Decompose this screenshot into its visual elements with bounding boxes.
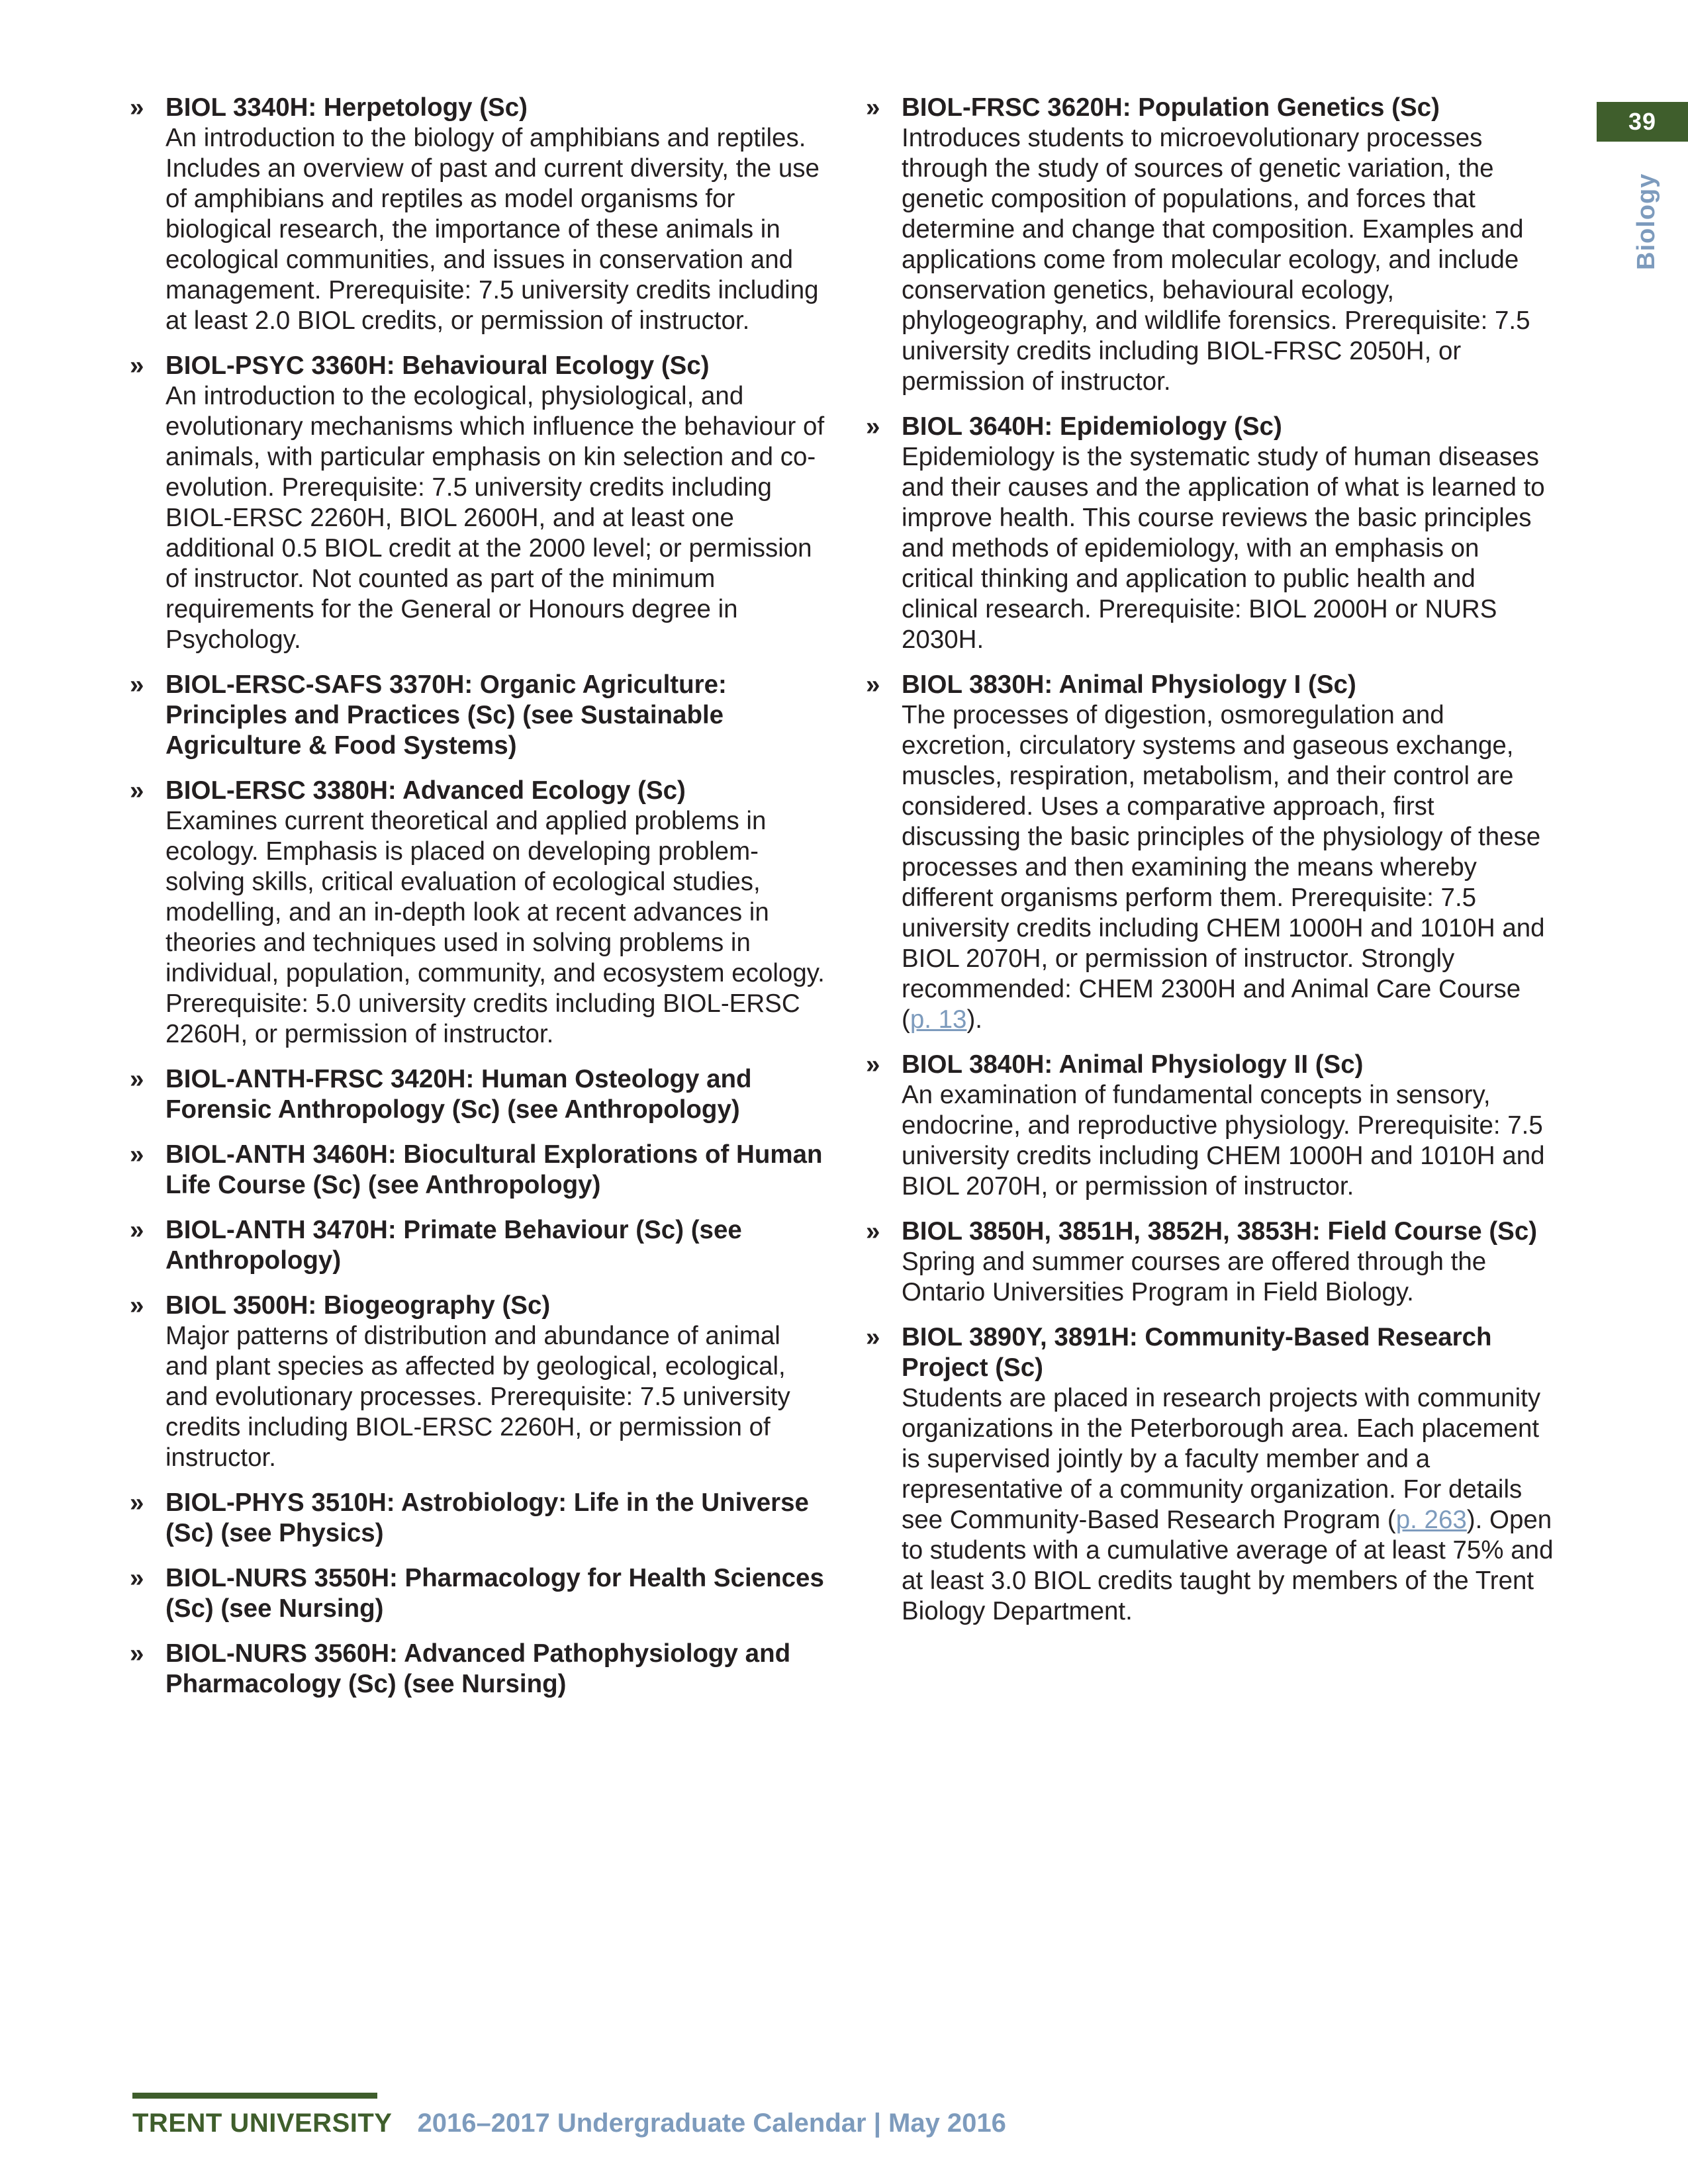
course-description: Examines current theoretical and applied problems in ecology. Emphasis is placed on developing problem-solving skills, critical evaluation of ecological studies, modelling, and an in-depth look at recent advances in theories and techniques used in solving problems in individual, population, community, and ecosystem ecology. Prerequisite: 5.0 university credits including BIOL-ERSC 2260H, or permission of instructor. — [165, 807, 825, 1048]
course-entry — [130, 776, 826, 1050]
bullet-icon: » — [130, 1140, 144, 1169]
bullet-icon: » — [866, 412, 880, 441]
description-text: Students are placed in research projects with community organizations in the Peterborough area. Each placement is supervised jointly by a faculty member and a representative of a community organization. For details see Community-Based Research Program ( — [902, 1384, 1541, 1534]
description-text-end: ). Open to students with a cumulative average of at least 75% and at least 3.0 BIOL credits taught by members of the Trent Biology Department. — [902, 1506, 1554, 1625]
course-entry — [130, 1639, 826, 1700]
course-title: BIOL-ERSC-SAFS 3370H: Organic Agriculture: Principles and Practices (Sc) (see Sustainable Agriculture & Food Systems) — [165, 670, 727, 760]
course-entry — [130, 1291, 826, 1473]
course-title: BIOL-NURS 3550H: Pharmacology for Health Sciences (Sc) (see Nursing) — [165, 1564, 824, 1623]
course-title: BIOL-ANTH-FRSC 3420H: Human Osteology and Forensic Anthropology (Sc) (see Anthropology) — [165, 1065, 752, 1124]
page-number: 39 — [1628, 108, 1657, 135]
course-description: Introduces students to microevolutionary processes through the study of sources of genetic variation, the genetic composition of populations, and forces that determine and change that composition. Examples and applications come from molecular ecology, and include conservation genetics, behavioural ecology, phylogeography, and wildlife forensics. Prerequisite: 7.5 university credits including BIOL-FRSC 2050H, or permission of instructor. — [902, 124, 1530, 396]
course-description: Major patterns of distribution and abundance of animal and plant species as affected by geological, ecological, and evolutionary processes. Prerequisite: 7.5 university credits including BIOL-ERSC 2260H, or permission of instructor. — [165, 1322, 790, 1472]
course-title: BIOL-ANTH 3470H: Primate Behaviour (Sc) (see Anthropology) — [165, 1216, 742, 1275]
bullet-icon: » — [130, 670, 144, 699]
course-description: Epidemiology is the systematic study of human diseases and their causes and the application of what is learned to improve health. This course reviews the basic principles and methods of epidemiology, with an emphasis on critical thinking and application to public health and clinical research. Prerequisite: BIOL 2000H or NURS 2030H. — [902, 443, 1545, 654]
course-description: An introduction to the biology of amphibians and reptiles. Includes an overview of past and current diversity, the use of amphibians and reptiles as model organisms for biological research, the importance of these animals in ecological communities, and issues in conservation and management. Prerequisite: 7.5 university credits including at least 2.0 BIOL credits, or permission of instructor. — [165, 124, 820, 335]
course-entry — [130, 1488, 826, 1549]
course-title: BIOL-NURS 3560H: Advanced Pathophysiology and Pharmacology (Sc) (see Nursing) — [165, 1639, 791, 1698]
bullet-icon: » — [866, 1217, 880, 1246]
course-entry — [866, 412, 1554, 655]
course-title: BIOL 3890Y, 3891H: Community-Based Research Project (Sc) — [902, 1323, 1492, 1382]
course-title: BIOL 3640H: Epidemiology (Sc) — [902, 412, 1282, 441]
footer-rule — [132, 2093, 377, 2099]
course-description — [902, 1383, 1554, 1627]
page-reference-link[interactable]: p. 13 — [910, 1005, 967, 1034]
course-title: BIOL-PSYC 3360H: Behavioural Ecology (Sc) — [165, 351, 710, 380]
footer — [132, 2109, 1006, 2138]
course-entry — [130, 351, 826, 655]
page-reference-link[interactable]: p. 263 — [1395, 1506, 1467, 1534]
course-description — [902, 700, 1554, 1035]
description-text: The processes of digestion, osmoregulation and excretion, circulatory systems and gaseous exchange, muscles, respiration, metabolism, and their control are considered. Uses a comparative approach, first discussing the basic principles of the physiology of these processes and then examining the means whereby different organisms perform them. Prerequisite: 7.5 university credits including CHEM 1000H and 1010H and BIOL 2070H, or permission of instructor. Strongly recommended: CHEM 2300H and Animal Care Course ( — [902, 701, 1545, 1034]
bullet-icon: » — [130, 1291, 144, 1320]
course-title: BIOL-PHYS 3510H: Astrobiology: Life in the Universe (Sc) (see Physics) — [165, 1488, 809, 1547]
right-column — [866, 93, 1554, 1641]
footer-university: TRENT UNIVERSITY — [132, 2109, 393, 2138]
course-description: An examination of fundamental concepts in sensory, endocrine, and reproductive physiology. Prerequisite: 7.5 university credits including CHEM 1000H and 1010H and BIOL 2070H, or permission of instructor. — [902, 1081, 1545, 1201]
course-entry — [866, 93, 1554, 397]
left-column — [130, 93, 826, 1714]
bullet-icon: » — [130, 1564, 144, 1592]
bullet-icon: » — [130, 93, 144, 122]
course-title: BIOL 3340H: Herpetology (Sc) — [165, 93, 528, 122]
footer-calendar: 2016–2017 Undergraduate Calendar | May 2016 — [417, 2109, 1006, 2138]
course-entry — [130, 670, 826, 761]
course-entry — [130, 1064, 826, 1125]
bullet-icon: » — [130, 776, 144, 805]
description-text-end: ). — [966, 1005, 982, 1034]
bullet-icon: » — [866, 1050, 880, 1079]
bullet-icon: » — [130, 1216, 144, 1244]
course-entry — [130, 93, 826, 336]
bullet-icon: » — [130, 1488, 144, 1517]
course-entry — [130, 1563, 826, 1624]
course-entry — [130, 1215, 826, 1276]
course-title: BIOL 3500H: Biogeography (Sc) — [165, 1291, 551, 1320]
bullet-icon: » — [866, 1323, 880, 1351]
course-entry — [866, 1050, 1554, 1202]
course-title: BIOL-FRSC 3620H: Population Genetics (Sc) — [902, 93, 1440, 122]
course-title: BIOL-ERSC 3380H: Advanced Ecology (Sc) — [165, 776, 686, 805]
course-title: BIOL 3850H, 3851H, 3852H, 3853H: Field Course (Sc) — [902, 1217, 1538, 1246]
bullet-icon: » — [130, 351, 144, 380]
bullet-icon: » — [130, 1639, 144, 1668]
section-tab: Biology — [1632, 173, 1660, 270]
bullet-icon: » — [866, 670, 880, 699]
course-description: Spring and summer courses are offered through the Ontario Universities Program in Field Biology. — [902, 1248, 1487, 1306]
course-title: BIOL 3840H: Animal Physiology II (Sc) — [902, 1050, 1364, 1079]
bullet-icon: » — [130, 1065, 144, 1093]
course-description: An introduction to the ecological, physiological, and evolutionary mechanisms which influence the behaviour of animals, with particular emphasis on kin selection and co-evolution. Prerequisite: 7.5 university credits including BIOL-ERSC 2260H, BIOL 2600H, and at least one additional 0.5 BIOL credit at the 2000 level; or permission of instructor. Not counted as part of the minimum requirements for the General or Honours degree in Psychology. — [165, 382, 825, 654]
course-entry — [130, 1140, 826, 1201]
course-entry — [866, 670, 1554, 1035]
page-number-badge — [1597, 102, 1688, 142]
course-entry — [866, 1322, 1554, 1627]
course-title: BIOL 3830H: Animal Physiology I (Sc) — [902, 670, 1356, 699]
course-entry — [866, 1216, 1554, 1308]
bullet-icon: » — [866, 93, 880, 122]
course-title: BIOL-ANTH 3460H: Biocultural Explorations of Human Life Course (Sc) (see Anthropology) — [165, 1140, 823, 1199]
